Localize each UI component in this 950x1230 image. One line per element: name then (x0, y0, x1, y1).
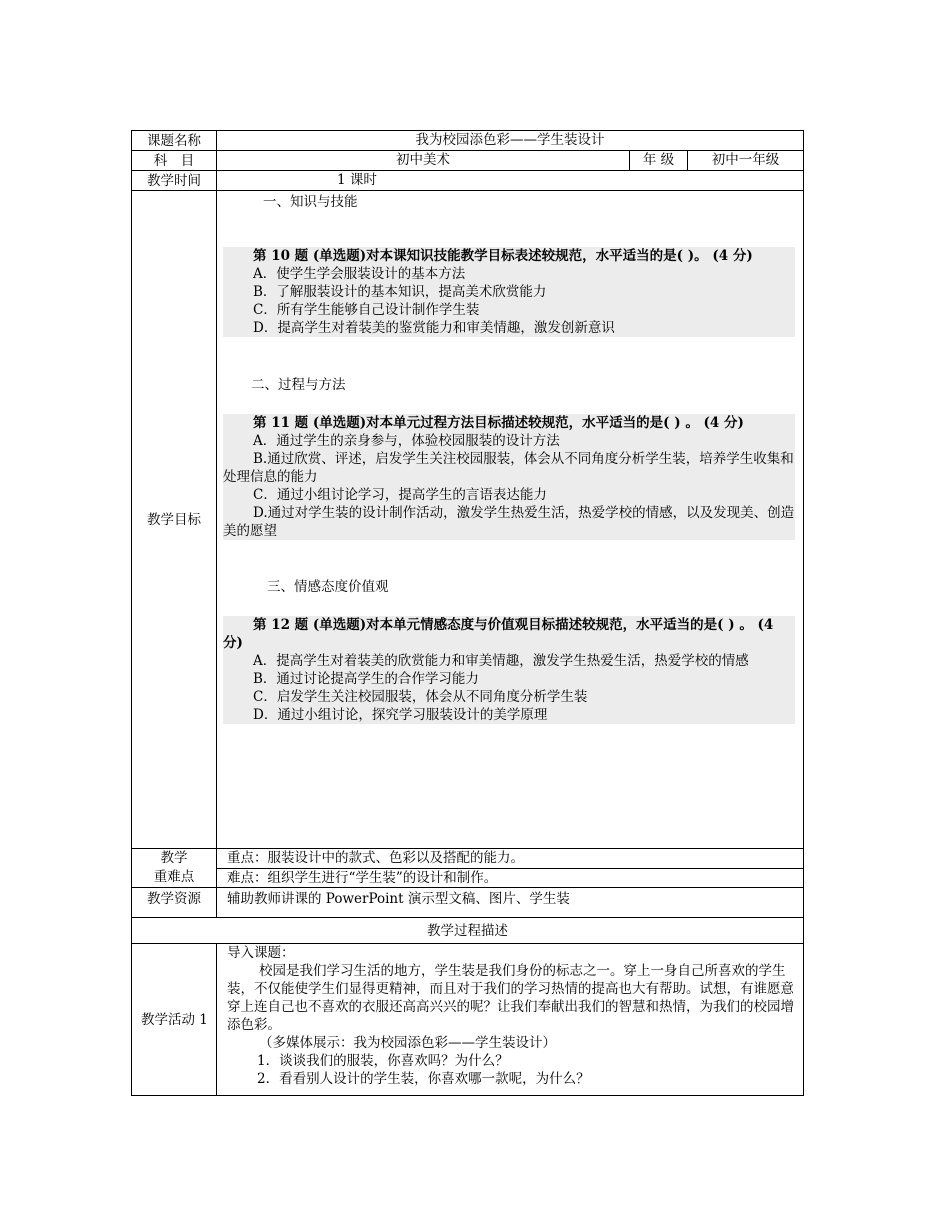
question-11-option-c: C．通过小组讨论学习，提高学生的言语表达能力 (253, 487, 547, 503)
activity-cell (217, 944, 804, 1096)
key-points-label-line2: 重难点 (153, 869, 195, 885)
activity-item-2: 2．看看别人设计的学生装，你喜欢哪一款呢，为什么？ (257, 1071, 590, 1087)
activity-item-1: 1．谈谈我们的服装，你喜欢吗？为什么？ (257, 1053, 509, 1069)
question-12 (223, 616, 795, 724)
grade-value: 初中一年级 (688, 151, 804, 171)
question-10-option-c: C．所有学生能够自己设计制作学生装 (253, 302, 480, 318)
question-10-option-d: D．提高学生对着装美的鉴赏能力和审美情趣，激发创新意识 (253, 320, 615, 336)
activity-label: 教学活动 1 (132, 944, 217, 1096)
question-11-option-b: B.通过欣赏、评述，启发学生关注校园服装，体会从不同角度分析学生装，培养学生收集和处理信息的能力 (223, 451, 794, 485)
activity-media: （多媒体展示：我为校园添色彩——学生装设计） (259, 1035, 556, 1051)
grade-label: 年 级 (630, 151, 688, 171)
focus-text: 重点：服装设计中的款式、色彩以及搭配的能力。 (217, 849, 804, 869)
question-10-option-a: A．使学生学会服装设计的基本方法 (253, 266, 466, 282)
difficulty-row (132, 869, 804, 888)
question-11-stem: 第 11 题 (单选题)对本单元过程方法目标描述较规范，水平适当的是( ) 。 (4 分) (253, 415, 744, 431)
section-values: 三、情感态度价值观 (267, 579, 389, 595)
question-11 (223, 414, 795, 540)
goals-cell (217, 191, 804, 849)
key-points-label (132, 849, 217, 888)
difficulty-text: 难点：组织学生进行“学生装”的设计和制作。 (217, 869, 804, 888)
question-10-stem: 第 10 题 (单选题)对本课知识技能教学目标表述较规范，水平适当的是( )。 (4 分) (253, 248, 753, 264)
subject-label: 科 目 (132, 151, 217, 171)
activity-row (132, 944, 804, 1096)
resources-row (132, 888, 804, 918)
time-label: 教学时间 (132, 171, 217, 191)
subject-value: 初中美术 (217, 151, 630, 171)
section-process: 二、过程与方法 (251, 377, 346, 393)
process-heading: 教学过程描述 (132, 918, 804, 944)
question-12-option-a: A．提高学生对着装美的欣赏能力和审美情趣，激发学生热爱生活，热爱学校的情感 (253, 653, 749, 669)
question-12-option-c: C．启发学生关注校园服装，体会从不同角度分析学生装 (253, 689, 588, 705)
question-11-option-d: D.通过对学生装的设计制作活动，激发学生热爱生活，热爱学校的情感，以及发现美、创造美的愿望 (223, 505, 795, 539)
question-10-option-b: B．了解服装设计的基本知识，提高美术欣赏能力 (253, 284, 547, 300)
goals-row (132, 191, 804, 849)
title-value: 我为校园添色彩——学生装设计 (217, 131, 804, 151)
goals-label: 教学目标 (132, 191, 217, 849)
title-row (132, 131, 804, 151)
focus-row (132, 849, 804, 869)
activity-intro: 导入课题： (227, 945, 295, 961)
subject-row (132, 151, 804, 171)
resources-label: 教学资源 (132, 888, 217, 918)
time-value: 1 课时 (217, 171, 804, 191)
resources-value: 辅助教师讲课的 PowerPoint 演示型文稿、图片、学生装 (217, 888, 804, 918)
section-knowledge: 一、知识与技能 (263, 194, 358, 210)
question-12-stem: 第 12 题 (单选题)对本单元情感态度与价值观目标描述较规范，水平适当的是( ) 。 (4 分) (223, 617, 774, 651)
lesson-plan-table (131, 130, 804, 1096)
title-label: 课题名称 (132, 131, 217, 151)
activity-paragraph: 校园是我们学习生活的地方，学生装是我们身份的标志之一。穿上一身自己所喜欢的学生装，不仅能使学生们显得更精神，而且对于我们的学习热情的提高也大有帮助。试想，有谁愿意穿上连自己也不喜欢的衣服还高高兴兴的呢？让我们奉献出我们的智慧和热情，为我们的校园增添色彩。 (227, 963, 794, 1033)
question-10 (223, 247, 795, 337)
question-11-option-a: A．通过学生的亲身参与，体验校园服装的设计方法 (253, 433, 560, 449)
process-heading-row (132, 918, 804, 944)
question-12-option-d: D．通过小组讨论，探究学习服装设计的美学原理 (253, 707, 548, 723)
question-12-option-b: B．通过讨论提高学生的合作学习能力 (253, 671, 479, 687)
key-points-label-line1: 教学 (160, 850, 188, 866)
time-row (132, 171, 804, 191)
